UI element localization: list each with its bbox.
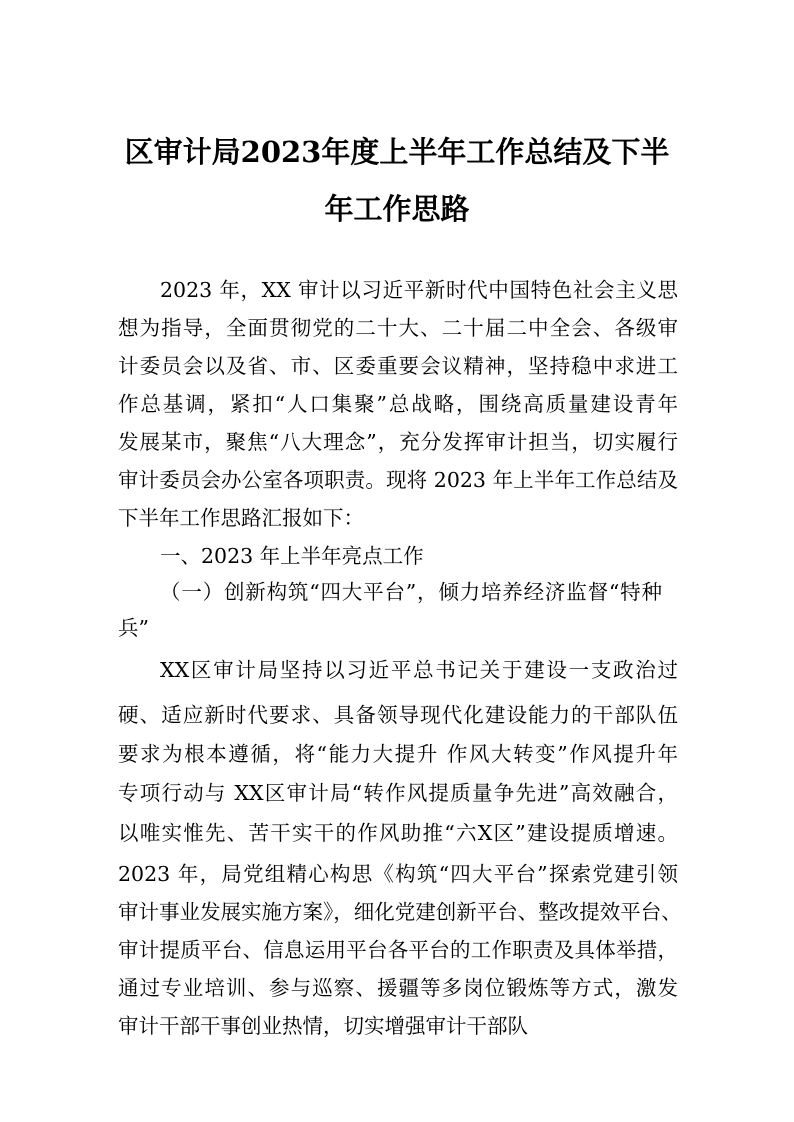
section-heading: 一、2023 年上半年亮点工作 [160,544,424,568]
body-line: 硬、适应新时代要求、具备领导现代化建设能力的干部队伍 [118,703,678,727]
body-line: 2023 年，局党组精心构思《构筑“四大平台”探索党建引领 [118,862,678,886]
body-line: 下半年工作思路汇报如下： [118,506,364,530]
body-line: 审计委员会办公室各项职责。现将 2023 年上半年工作总结及 [118,468,678,492]
body-line: 审计干部干事创业热情，切实增强审计干部队 [118,1014,528,1038]
body-line: 想为指导，全面贯彻党的二十大、二十届二中全会、各级审 [118,316,678,340]
body-line: 通过专业培训、参与巡察、援疆等多岗位锻炼等方式，激发 [118,976,678,1000]
body-line: 发展某市，聚焦“八大理念”，充分发挥审计担当，切实履行 [118,430,678,454]
body-line: 要求为根本遵循，将“能力大提升 作风大转变”作风提升年 [118,742,678,766]
body-line: 以唯实惟先、苦干实干的作风助推“六X区”建设提质增速。 [118,821,678,845]
body-line: 专项行动与 XX区审计局“转作风提质量争先进”高效融合， [118,781,678,805]
body-line: 计委员会以及省、市、区委重要会议精神，坚持稳中求进工 [118,354,678,378]
body-line: 作总基调，紧扣“人口集聚”总战略，围绕高质量建设青年 [118,392,678,416]
subsection-heading: （一）创新构筑“四大平台”，倾力培养经济监督“特种 [160,580,662,604]
body-line: 审计提质平台、信息运用平台各平台的工作职责及具体举措， [118,938,678,962]
body-line: 审计事业发展实施方案》，细化党建创新平台、整改提效平台、 [118,900,682,924]
subsection-heading-continuation: 兵” [118,616,149,640]
body-line: 2023 年，XX 审计以习近平新时代中国特色社会主义思 [160,278,678,302]
document-title-line-2: 年工作思路 [324,192,470,226]
body-line: XX区审计局坚持以习近平总书记关于建设一支政治过 [160,658,678,682]
document-title-line-1: 区审计局2023年度上半年工作总结及下半 [124,135,670,169]
